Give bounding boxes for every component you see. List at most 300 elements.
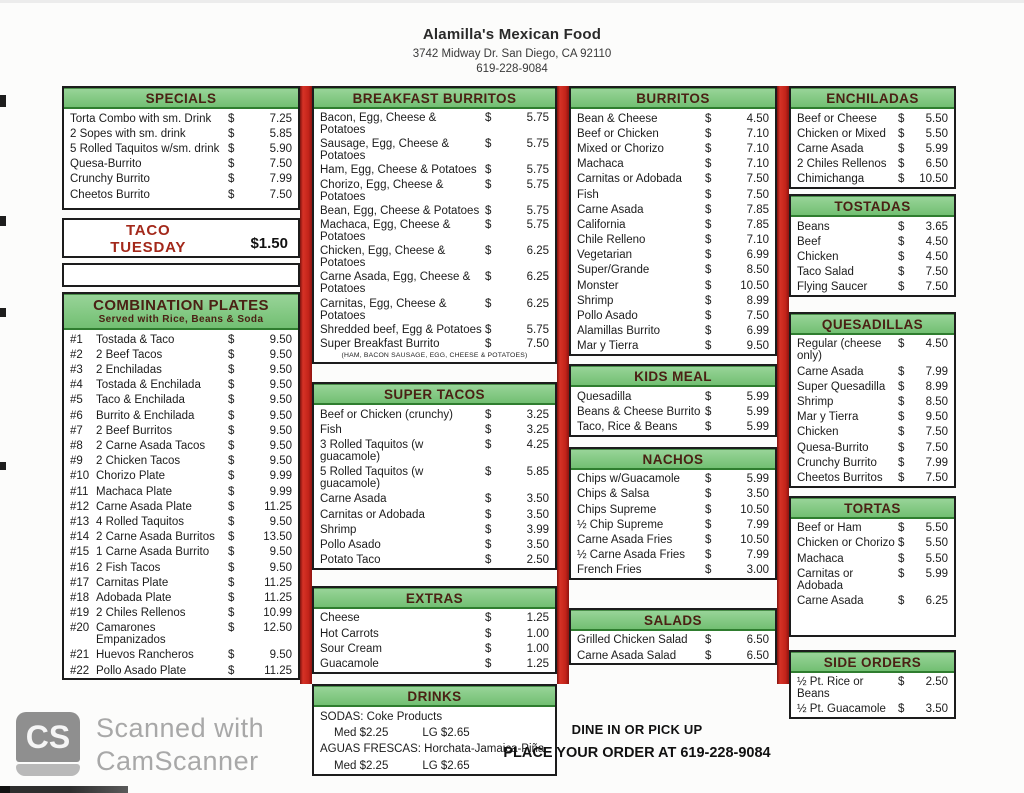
item-price: 7.50 [925, 471, 948, 484]
menu-item-row [64, 514, 298, 529]
item-number: #19 [70, 607, 90, 620]
item-name: Taco & Enchilada [96, 394, 185, 407]
currency-symbol: $ [705, 249, 712, 262]
section-title: SALADS [644, 612, 702, 628]
item-price: 7.50 [925, 266, 948, 279]
item-name: Pollo Asado [577, 310, 638, 323]
item-price: 9.50 [269, 424, 292, 437]
item-name: Chicken [797, 426, 839, 439]
menu-section-supertacos [312, 382, 557, 570]
section-rows [791, 109, 954, 187]
menu-item-row [571, 472, 775, 487]
item-number: #18 [70, 591, 90, 604]
currency-symbol: $ [228, 664, 235, 677]
scan-edge-artifact [0, 786, 128, 793]
item-price: 1.00 [526, 627, 549, 640]
item-name: Sour Cream [320, 642, 382, 655]
item-name: 3 Rolled Taquitos (w guacamole) [320, 439, 424, 464]
item-name: Sausage, Egg, Cheese & Potatoes [320, 138, 450, 163]
section-title: KIDS MEAL [634, 369, 712, 384]
item-name: Beef or Chicken [577, 127, 659, 140]
item-name: Alamillas Burrito [577, 325, 661, 338]
section-title: SIDE ORDERS [823, 654, 922, 670]
menu-section-breakfast [312, 86, 557, 364]
item-price: 11.25 [264, 591, 292, 604]
menu-item-row [64, 363, 298, 378]
currency-symbol: $ [898, 471, 905, 484]
item-price: 3.99 [526, 523, 549, 536]
item-name: Cheetos Burritos [797, 471, 883, 484]
item-price: 9.50 [269, 440, 292, 453]
menu-item-row [64, 141, 298, 156]
item-price: 10.50 [740, 533, 769, 546]
section-rows [571, 387, 775, 435]
currency-symbol: $ [485, 466, 492, 479]
menu-item-row [314, 337, 555, 351]
currency-symbol: $ [228, 112, 235, 125]
item-name: ½ Chip Supreme [577, 518, 664, 531]
menu-item-row [314, 553, 555, 568]
item-price: 6.25 [526, 245, 549, 258]
item-price: 5.85 [269, 127, 292, 140]
item-price: 7.50 [925, 281, 948, 294]
currency-symbol: $ [228, 470, 235, 483]
item-name: Bean & Cheese [577, 112, 658, 125]
currency-symbol: $ [898, 338, 905, 351]
section-title: COMBINATION PLATES [93, 297, 269, 315]
item-name: Carnitas, Egg, Cheese & Potatoes [320, 297, 447, 322]
currency-symbol: $ [228, 348, 235, 361]
item-price: 3.25 [526, 423, 549, 436]
menu-item-row [791, 536, 954, 551]
item-price: 7.85 [746, 218, 769, 231]
currency-symbol: $ [485, 423, 492, 436]
drink-line-text: Med $2.25 [334, 727, 389, 740]
scan-edge-artifact [0, 308, 6, 317]
item-name: Pollo Asado [320, 538, 381, 551]
menu-item-row [791, 249, 954, 264]
menu-item-row [571, 502, 775, 517]
item-name: Carne Asada [320, 493, 387, 506]
section-title: DRINKS [407, 688, 462, 704]
menu-item-row [791, 111, 954, 126]
item-price: 6.50 [746, 649, 769, 662]
item-name: Chile Relleno [577, 234, 646, 247]
menu-item-row [571, 324, 775, 339]
item-price: 6.25 [925, 594, 948, 607]
item-name: Chimichanga [797, 173, 865, 186]
item-price: 10.99 [263, 607, 292, 620]
item-price: 6.25 [526, 271, 549, 284]
item-name: Chicken, Egg, Cheese & Potatoes [320, 245, 446, 270]
item-name: Camarones Empanizados [96, 622, 166, 647]
drink-line-text: SODAS: Coke Products [320, 710, 443, 723]
item-name: Super/Grande [577, 264, 650, 277]
menu-item-row [64, 423, 298, 438]
currency-symbol: $ [485, 408, 492, 421]
menu-item-row [571, 308, 775, 323]
item-name: Chorizo, Egg, Cheese & Potatoes [320, 178, 444, 203]
column-divider-bar [300, 86, 312, 684]
currency-symbol: $ [705, 218, 712, 231]
section-rows [571, 631, 775, 663]
item-price: 5.75 [526, 164, 549, 177]
item-price: 5.99 [746, 405, 769, 418]
item-name: Potato Taco [320, 554, 381, 567]
menu-item-row [791, 364, 954, 379]
restaurant-address: 3742 Midway Dr. San Diego, CA 92110 [412, 48, 612, 60]
currency-symbol: $ [485, 138, 492, 151]
section-header [791, 88, 954, 109]
item-name: Shrimp [320, 523, 357, 536]
item-price: 6.99 [746, 325, 769, 338]
section-header [571, 449, 775, 470]
drink-line-text2: LG $2.65 [422, 759, 470, 772]
item-name: Ham, Egg, Cheese & Potatoes [320, 164, 477, 177]
item-price: 10.50 [919, 173, 948, 186]
section-header [314, 88, 555, 109]
item-name: Machaca [797, 552, 844, 565]
currency-symbol: $ [228, 607, 235, 620]
item-price: 6.99 [746, 249, 769, 262]
item-price: 9.50 [269, 348, 292, 361]
item-price: 7.99 [746, 549, 769, 562]
section-subtitle: Served with Rice, Beans & Soda [98, 314, 264, 326]
item-price: 4.50 [925, 235, 948, 248]
menu-footer [250, 722, 1024, 761]
item-name: Beef or Cheese [797, 112, 877, 125]
section-header [314, 588, 555, 609]
currency-symbol: $ [705, 158, 712, 171]
menu-item-row [64, 111, 298, 126]
item-name: Carne Asada Fries [577, 533, 673, 546]
currency-symbol: $ [485, 204, 492, 217]
currency-symbol: $ [228, 649, 235, 662]
camscanner-watermark [16, 712, 264, 778]
item-number: #20 [70, 622, 90, 635]
item-name: Machaca [577, 158, 624, 171]
item-price: 7.99 [269, 173, 292, 186]
menu-item-row [571, 633, 775, 648]
currency-symbol: $ [705, 533, 712, 546]
item-name: Taco, Rice & Beans [577, 420, 678, 433]
menu-item-row [314, 137, 555, 163]
item-price: 5.75 [526, 178, 549, 191]
menu-item-row [571, 172, 775, 187]
menu-item-row [571, 548, 775, 563]
item-name: Cheese [320, 612, 360, 625]
section-rows [791, 217, 954, 295]
item-name: Machaca Plate [96, 485, 173, 498]
scan-edge-artifact [0, 216, 6, 226]
item-name: Hot Carrots [320, 627, 379, 640]
item-name: Carne Asada [797, 142, 864, 155]
menu-section-enchiladas [789, 86, 956, 189]
currency-symbol: $ [705, 518, 712, 531]
item-name: Machaca, Egg, Cheese & Potatoes [320, 219, 451, 244]
menu-item-row [64, 530, 298, 545]
item-price: 5.99 [925, 567, 948, 580]
item-price: 5.75 [526, 219, 549, 232]
item-price: 7.50 [746, 173, 769, 186]
menu-item-row [64, 408, 298, 423]
section-rows [571, 470, 775, 578]
taco-tuesday-banner [62, 218, 300, 258]
currency-symbol: $ [898, 266, 905, 279]
currency-symbol: $ [228, 500, 235, 513]
menu-item-row [571, 126, 775, 141]
menu-item-row [571, 339, 775, 354]
menu-item-row [314, 626, 555, 641]
item-price: 6.50 [925, 158, 948, 171]
item-number: #5 [70, 394, 83, 407]
menu-item-row [314, 656, 555, 671]
item-name: Beans [797, 220, 830, 233]
section-title: SUPER TACOS [384, 387, 485, 403]
item-price: 7.85 [746, 203, 769, 216]
menu-item-row [314, 323, 555, 337]
item-name: 2 Fish Tacos [96, 561, 161, 574]
item-price: 2.50 [526, 554, 549, 567]
currency-symbol: $ [228, 576, 235, 589]
currency-symbol: $ [485, 337, 492, 350]
currency-symbol: $ [705, 634, 712, 647]
item-price: 10.50 [740, 503, 769, 516]
menu-item-row [64, 454, 298, 469]
currency-symbol: $ [485, 439, 492, 452]
item-price: 5.99 [746, 390, 769, 403]
item-name: Mixed or Chorizo [577, 142, 664, 155]
currency-symbol: $ [898, 676, 905, 689]
menu-section-nachos [569, 447, 777, 580]
item-name: Chicken or Mixed [797, 127, 886, 140]
item-number: #11 [70, 485, 89, 498]
item-price: 3.25 [526, 408, 549, 421]
currency-symbol: $ [898, 127, 905, 140]
banner-line2: TUESDAY [110, 239, 187, 257]
menu-item-row [314, 407, 555, 422]
menu-item-row [571, 419, 775, 434]
item-name: Taco Salad [797, 266, 854, 279]
currency-symbol: $ [228, 173, 235, 186]
scan-edge-artifact [0, 0, 1024, 3]
menu-item-row [64, 172, 298, 187]
item-name: Carne Asada [797, 365, 864, 378]
menu-section-kidsmeal [569, 364, 777, 437]
item-price: 1.25 [526, 612, 549, 625]
item-price: 9.99 [269, 485, 292, 498]
item-name: Crunchy Burrito [70, 173, 150, 186]
currency-symbol: $ [485, 554, 492, 567]
section-rows [571, 109, 775, 354]
item-name: Beef [797, 235, 821, 248]
item-price: 4.50 [925, 250, 948, 263]
menu-item-row [314, 492, 555, 507]
section-title: BREAKFAST BURRITOS [352, 91, 517, 106]
item-number: #4 [70, 379, 83, 392]
item-name: Mar y Tierra [797, 411, 859, 424]
item-name: California [577, 218, 626, 231]
menu-item-row [314, 507, 555, 522]
item-number: #22 [70, 664, 90, 677]
currency-symbol: $ [898, 537, 905, 550]
item-name: Grilled Chicken Salad [577, 634, 688, 647]
item-name: Bacon, Egg, Cheese & Potatoes [320, 112, 437, 137]
item-price: 5.99 [746, 473, 769, 486]
item-name: Tostada & Enchilada [96, 379, 201, 392]
menu-item-row [314, 641, 555, 656]
item-number: #3 [70, 364, 83, 377]
item-number: #7 [70, 424, 83, 437]
item-name: Carne Asada [577, 203, 644, 216]
section-header [571, 88, 775, 109]
menu-item-row [791, 593, 954, 608]
menu-item-row [791, 157, 954, 172]
currency-symbol: $ [485, 642, 492, 655]
item-price: 8.99 [746, 294, 769, 307]
item-price: 5.99 [746, 420, 769, 433]
item-price: 13.50 [263, 531, 292, 544]
currency-symbol: $ [228, 409, 235, 422]
menu-section-sideorders [789, 650, 956, 719]
item-price: 7.10 [746, 127, 769, 140]
currency-symbol: $ [898, 567, 905, 580]
menu-item-row [791, 337, 954, 364]
section-rows [314, 109, 555, 351]
item-name: Chips Supreme [577, 503, 657, 516]
item-price: 4.50 [746, 112, 769, 125]
camscanner-text [96, 712, 264, 778]
currency-symbol: $ [898, 594, 905, 607]
currency-symbol: $ [898, 142, 905, 155]
currency-symbol: $ [705, 142, 712, 155]
section-title: EXTRAS [405, 590, 464, 606]
currency-symbol: $ [705, 340, 712, 353]
menu-section-combos [62, 292, 300, 680]
currency-symbol: $ [485, 523, 492, 536]
item-price: 7.50 [269, 188, 292, 201]
currency-symbol: $ [898, 703, 905, 716]
currency-symbol: $ [705, 173, 712, 186]
menu-item-row [314, 422, 555, 437]
currency-symbol: $ [898, 426, 905, 439]
menu-section-tortas [789, 496, 956, 637]
item-price: 3.50 [925, 703, 948, 716]
currency-symbol: $ [705, 564, 712, 577]
item-name: Carnitas Plate [96, 576, 169, 589]
currency-symbol: $ [228, 546, 235, 559]
currency-symbol: $ [705, 279, 712, 292]
currency-symbol: $ [485, 219, 492, 232]
item-price: 5.75 [526, 323, 549, 336]
item-price: 2.50 [925, 676, 948, 689]
currency-symbol: $ [228, 364, 235, 377]
menu-item-row [791, 566, 954, 593]
item-number: #2 [70, 348, 83, 361]
scan-edge-artifact [0, 462, 6, 470]
item-name: 5 Rolled Taquitos (w guacamole) [320, 466, 424, 491]
item-name: Chicken or Chorizo [797, 537, 895, 550]
menu-item-row [64, 545, 298, 560]
menu-item-row [571, 157, 775, 172]
item-name: ½ Carne Asada Fries [577, 549, 686, 562]
item-name: 2 Chiles Rellenos [96, 607, 186, 620]
item-price: 7.10 [746, 158, 769, 171]
item-name: Chorizo Plate [96, 470, 166, 483]
item-price: 3.00 [746, 564, 769, 577]
currency-symbol: $ [898, 396, 905, 409]
menu-item-row [64, 332, 298, 347]
item-price: 7.99 [746, 518, 769, 531]
currency-symbol: $ [898, 112, 905, 125]
menu-section-tostadas [789, 194, 956, 297]
item-number: #16 [70, 561, 90, 574]
item-number: #10 [70, 470, 90, 483]
drink-line-text2: LG $2.65 [422, 727, 470, 740]
item-price: 9.50 [269, 455, 292, 468]
item-price: 12.50 [263, 622, 292, 635]
menu-item-row [314, 437, 555, 464]
menu-item-row [791, 141, 954, 156]
currency-symbol: $ [898, 411, 905, 424]
item-name: Quesadilla [577, 390, 632, 403]
item-name: 2 Carne Asada Burritos [96, 531, 215, 544]
menu-item-row [64, 378, 298, 393]
item-price: 7.99 [925, 365, 948, 378]
currency-symbol: $ [898, 522, 905, 535]
menu-item-row [791, 425, 954, 440]
camscanner-logo-letters: CS [16, 712, 80, 762]
item-price: 9.50 [269, 379, 292, 392]
column-divider-bar [777, 86, 789, 684]
currency-symbol: $ [898, 365, 905, 378]
item-name: Chips & Salsa [577, 488, 650, 501]
menu-column-2 [312, 86, 557, 772]
banner-text [64, 222, 232, 256]
item-price: 7.50 [269, 158, 292, 171]
menu-item-row [314, 178, 555, 204]
item-name: Beans & Cheese Burrito [577, 405, 701, 418]
item-price: 7.50 [925, 426, 948, 439]
currency-symbol: $ [485, 612, 492, 625]
currency-symbol: $ [228, 485, 235, 498]
footer-dine-in-text: DINE IN OR PICK UP [571, 722, 703, 737]
menu-item-row [64, 648, 298, 663]
section-rows [791, 335, 954, 486]
section-header [314, 686, 555, 707]
item-name: Torta Combo with sm. Drink [70, 112, 212, 125]
currency-symbol: $ [705, 203, 712, 216]
item-price: 5.50 [925, 112, 948, 125]
menu-item-row [64, 484, 298, 499]
menu-item-row [791, 455, 954, 470]
item-name: Chicken [797, 250, 839, 263]
section-rows [314, 609, 555, 672]
menu-item-row [791, 172, 954, 187]
menu-item-row [64, 590, 298, 605]
currency-symbol: $ [898, 456, 905, 469]
currency-symbol: $ [705, 264, 712, 277]
menu-item-row [571, 487, 775, 502]
currency-symbol: $ [898, 441, 905, 454]
empty-box [62, 263, 300, 287]
menu-column-4 [789, 86, 956, 716]
menu-item-row [791, 675, 954, 702]
menu-item-row [64, 157, 298, 172]
currency-symbol: $ [705, 488, 712, 501]
item-price: 5.50 [925, 537, 948, 550]
section-header [571, 366, 775, 387]
